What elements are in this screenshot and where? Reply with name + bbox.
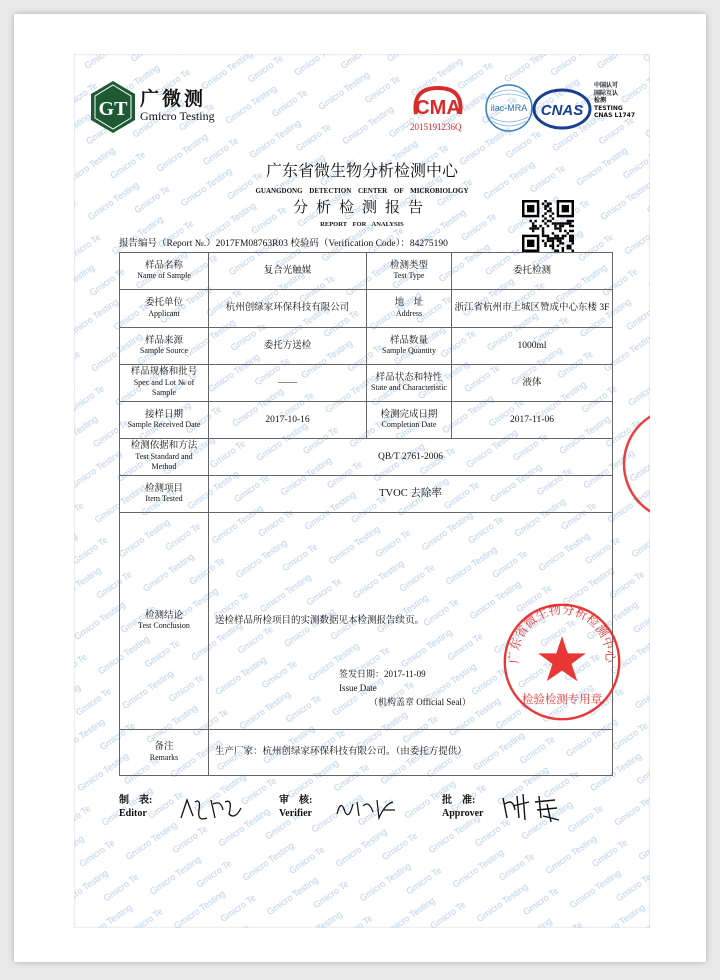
label-en: Spec and Lot № of Sample bbox=[133, 377, 195, 398]
label-cell bbox=[120, 730, 209, 776]
table-row bbox=[120, 328, 613, 365]
cnas-line: TESTING bbox=[594, 104, 623, 112]
qr-code bbox=[522, 200, 574, 252]
label-cn: 样品数量 bbox=[389, 335, 428, 346]
label-en: Address bbox=[395, 308, 423, 318]
approver-signature bbox=[442, 794, 483, 820]
label-cn: 样品状态和特性 bbox=[375, 372, 443, 383]
sig-label-cn: 制 表: bbox=[119, 795, 153, 806]
svg-text:广东省微生物分析检测中心: 广东省微生物分析检测中心 bbox=[506, 601, 619, 664]
issue-date-en: Issue Date bbox=[339, 683, 377, 693]
label-cn: 样品规格和批号 bbox=[130, 367, 198, 378]
sig-label-cn: 审 核: bbox=[279, 795, 313, 806]
brand-name-cn: 广微测 bbox=[140, 88, 207, 110]
label-cn: 检测类型 bbox=[389, 260, 428, 271]
cma-number: 2015191236Q bbox=[410, 122, 462, 132]
table-row bbox=[120, 365, 613, 402]
value-cell: 液体 bbox=[452, 365, 613, 402]
table-row bbox=[120, 253, 613, 290]
svg-text:CMA: CMA bbox=[415, 97, 461, 119]
issue-date-cn: 签发日期：2017-11-09 bbox=[339, 669, 426, 679]
ilac-mra-mark bbox=[484, 81, 534, 135]
label-en: Applicant bbox=[148, 308, 180, 318]
gmicro-logo bbox=[90, 80, 136, 134]
label-en: State and Characteristic bbox=[371, 383, 447, 392]
cnas-caption bbox=[594, 82, 635, 120]
sig-label-en: Verifier bbox=[279, 808, 312, 819]
report-title-en: REPORT FOR ANALYSIS bbox=[320, 221, 404, 228]
label-en: Test Standard and Method bbox=[135, 451, 193, 472]
label-cn: 检测完成日期 bbox=[380, 409, 438, 420]
label-en: Sample Source bbox=[139, 346, 189, 355]
label-cn: 接样日期 bbox=[144, 409, 183, 420]
cnas-mark bbox=[532, 88, 592, 130]
cma-mark bbox=[410, 84, 466, 120]
report-document bbox=[74, 54, 650, 928]
remarks-value: 生产厂家：杭州创绿家环保科技有限公司。（由委托方提供） bbox=[209, 730, 613, 776]
conclusion-value: 送检样品所检项目的实测数据见本检测报告续页。 bbox=[215, 616, 425, 627]
label-cell bbox=[120, 476, 209, 513]
svg-text:ilac-MRA: ilac-MRA bbox=[490, 103, 528, 113]
label-cn: 检测项目 bbox=[144, 483, 183, 494]
label-en: Completion Date bbox=[381, 420, 437, 429]
label-cn: 样品名称 bbox=[144, 260, 183, 271]
label-cell bbox=[367, 290, 452, 328]
value-cell: 杭州创绿家环保科技有限公司 bbox=[209, 290, 367, 328]
sig-label-en: Approver bbox=[442, 808, 484, 819]
report-title-cn: 分析检测报告 bbox=[292, 198, 431, 216]
label-en: Sample Quantity bbox=[382, 346, 436, 355]
official-seal bbox=[500, 600, 624, 724]
value-cell: 2017-11-06 bbox=[452, 402, 613, 439]
label-cell bbox=[120, 328, 209, 365]
label-cell bbox=[367, 253, 452, 290]
label-cn: 地 址 bbox=[394, 298, 424, 308]
label-cn: 备注 bbox=[154, 742, 174, 752]
label-cn: 检测结论 bbox=[144, 610, 183, 621]
label-en: Name of Sample bbox=[137, 271, 191, 280]
report-number-line: 报告编号（Report №.）2017FM08763R03 校验码（Verification Code）：84275190 bbox=[119, 239, 448, 249]
table-row bbox=[120, 476, 613, 513]
value-cell: —— bbox=[209, 365, 367, 402]
table-row bbox=[120, 439, 613, 476]
label-cn: 样品来源 bbox=[144, 335, 183, 346]
table-row bbox=[120, 402, 613, 439]
value-cell: 浙江省杭州市上城区赞成中心东楼 3F bbox=[452, 290, 613, 328]
cnas-line: 中国认可 bbox=[594, 82, 619, 89]
label-en: Item Tested bbox=[145, 494, 183, 503]
svg-text:检验检测专用章: 检验检测专用章 bbox=[521, 692, 603, 707]
label-cell bbox=[120, 402, 209, 439]
label-cell bbox=[120, 253, 209, 290]
value-cell: 1000ml bbox=[452, 328, 613, 365]
cnas-line: CNAS L1747 bbox=[594, 112, 636, 119]
label-cell bbox=[367, 328, 452, 365]
table-row bbox=[120, 290, 613, 328]
label-cell bbox=[367, 365, 452, 402]
verifier-handwriting bbox=[333, 794, 403, 824]
value-cell: 复合光触媒 bbox=[209, 253, 367, 290]
table-row bbox=[120, 730, 613, 776]
label-en: Remarks bbox=[149, 752, 179, 762]
label-cell bbox=[120, 365, 209, 402]
svg-text:CNAS: CNAS bbox=[540, 102, 584, 119]
standard-value: QB/T 2761-2006 bbox=[209, 439, 613, 476]
cnas-line: 国际互认 bbox=[594, 89, 619, 97]
seal-note: （机构盖章 Official Seal） bbox=[369, 697, 471, 707]
svg-text:GT: GT bbox=[98, 98, 128, 120]
label-cell bbox=[367, 402, 452, 439]
sig-label-cn: 批 准: bbox=[442, 795, 476, 806]
label-cn: 检测依据和方法 bbox=[130, 441, 198, 452]
label-cell bbox=[120, 439, 209, 476]
verifier-signature bbox=[279, 794, 312, 820]
issue-date bbox=[339, 667, 471, 709]
organization-name-en: GUANGDONG DETECTION CENTER OF MICROBIOLOGY bbox=[255, 187, 469, 195]
brand-name-en: Gmicro Testing bbox=[140, 109, 215, 123]
label-cell bbox=[120, 290, 209, 328]
value-cell: 2017-10-16 bbox=[209, 402, 367, 439]
partial-seal bbox=[620, 404, 650, 524]
label-cn: 委托单位 bbox=[144, 298, 183, 308]
editor-handwriting bbox=[177, 794, 247, 824]
value-cell: 委托检测 bbox=[452, 253, 613, 290]
organization-name-cn: 广东省微生物分析检测中心 bbox=[265, 161, 458, 180]
value-cell: 委托方送检 bbox=[209, 328, 367, 365]
sig-label-en: Editor bbox=[119, 808, 147, 819]
editor-signature bbox=[119, 794, 152, 820]
label-en: Test Conclusion bbox=[138, 621, 190, 630]
label-en: Sample Received Date bbox=[127, 420, 201, 429]
label-cell bbox=[120, 513, 209, 730]
label-en: Test Type bbox=[393, 271, 425, 280]
item-value: TVOC 去除率 bbox=[209, 476, 613, 513]
approver-handwriting bbox=[499, 790, 569, 824]
cnas-line: 检测 bbox=[594, 97, 607, 104]
